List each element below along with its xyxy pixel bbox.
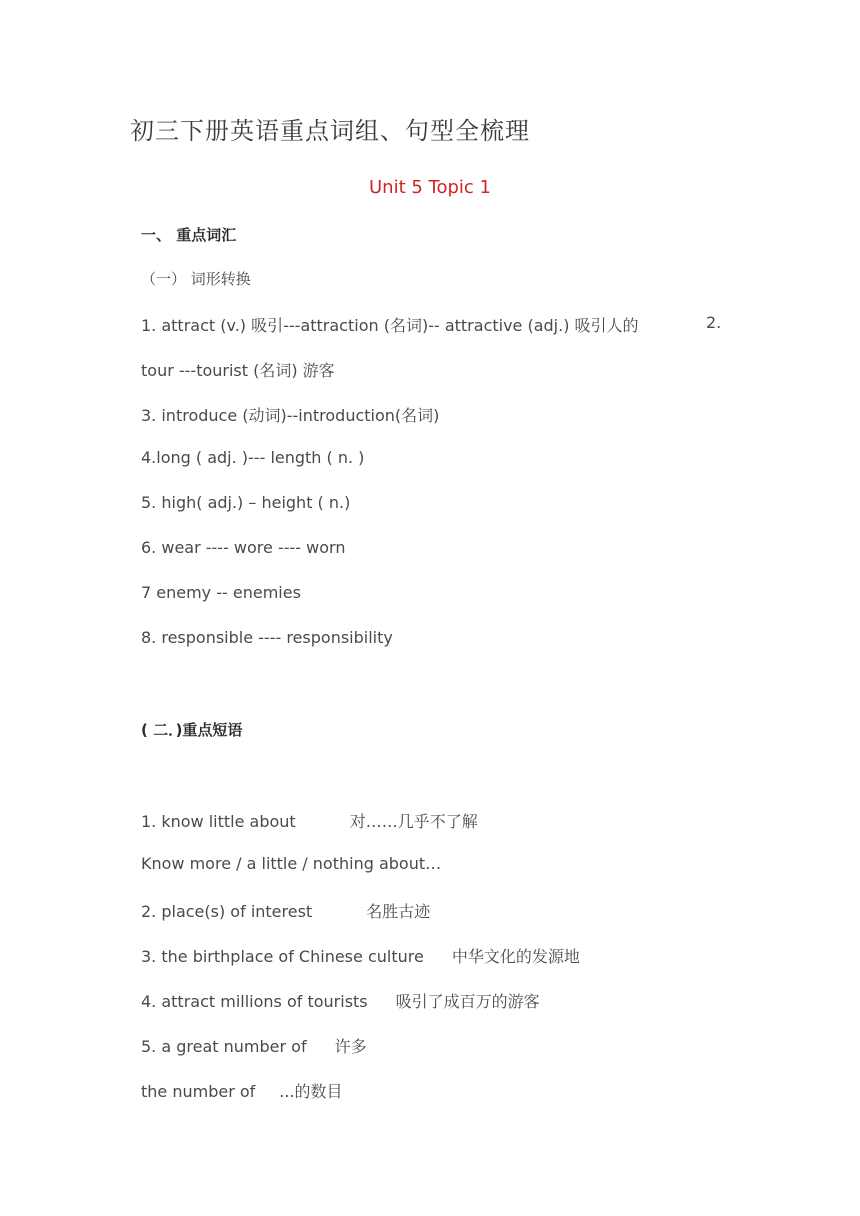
phrase-line (141, 989, 540, 1012)
word-form-line: 4.long ( adj. )--- length ( n. ) (141, 448, 365, 467)
phrase-english: Know more / a little / nothing about… (141, 854, 442, 873)
subsection-word-forms-heading: （一） 词形转换 (141, 270, 251, 288)
word-form-line: 8. responsible ---- responsibility (141, 628, 393, 647)
phrase-chinese: 名胜古迹 (366, 902, 431, 921)
phrase-english: 5. a great number of (141, 1037, 307, 1056)
word-form-line: 1. attract (v.) 吸引---attraction (名词)-- attractive (adj.) 吸引人的 (141, 316, 639, 335)
unit-topic-heading: Unit 5 Topic 1 (369, 177, 491, 198)
phrase-line (141, 944, 580, 967)
phrase-english: 4. attract millions of tourists (141, 992, 368, 1011)
phrase-line (141, 899, 430, 922)
section-vocabulary-heading: 一、 重点词汇 (141, 226, 237, 244)
word-form-line: tour ---tourist (名词) 游客 (141, 361, 335, 380)
phrase-chinese: 对……几乎不了解 (349, 812, 478, 831)
phrase-english: 1. know little about (141, 812, 296, 831)
phrase-chinese: 吸引了成百万的游客 (395, 992, 540, 1011)
word-form-line: 6. wear ---- wore ---- worn (141, 538, 346, 557)
phrase-english: the number of (141, 1082, 256, 1101)
section-phrases-heading: ( 二．)重点短语 (141, 721, 243, 739)
phrase-chinese: 许多 (334, 1037, 367, 1056)
word-form-line-tail: 2. (706, 313, 722, 332)
phrase-line (141, 1079, 343, 1102)
phrase-line (141, 1034, 367, 1057)
word-form-line: 7 enemy -- enemies (141, 583, 301, 602)
phrase-english: 3. the birthplace of Chinese culture (141, 947, 424, 966)
document-title: 初三下册英语重点词组、句型全梳理 (130, 117, 530, 145)
phrase-chinese: 中华文化的发源地 (451, 947, 580, 966)
word-form-line: 5. high( adj.) – height ( n.) (141, 493, 351, 512)
phrase-line (141, 809, 478, 832)
phrase-line (141, 854, 441, 873)
word-form-line: 3. introduce (动词)--introduction(名词) (141, 406, 440, 425)
phrase-chinese: ...的数目 (279, 1082, 343, 1101)
phrase-english: 2. place(s) of interest (141, 902, 313, 921)
